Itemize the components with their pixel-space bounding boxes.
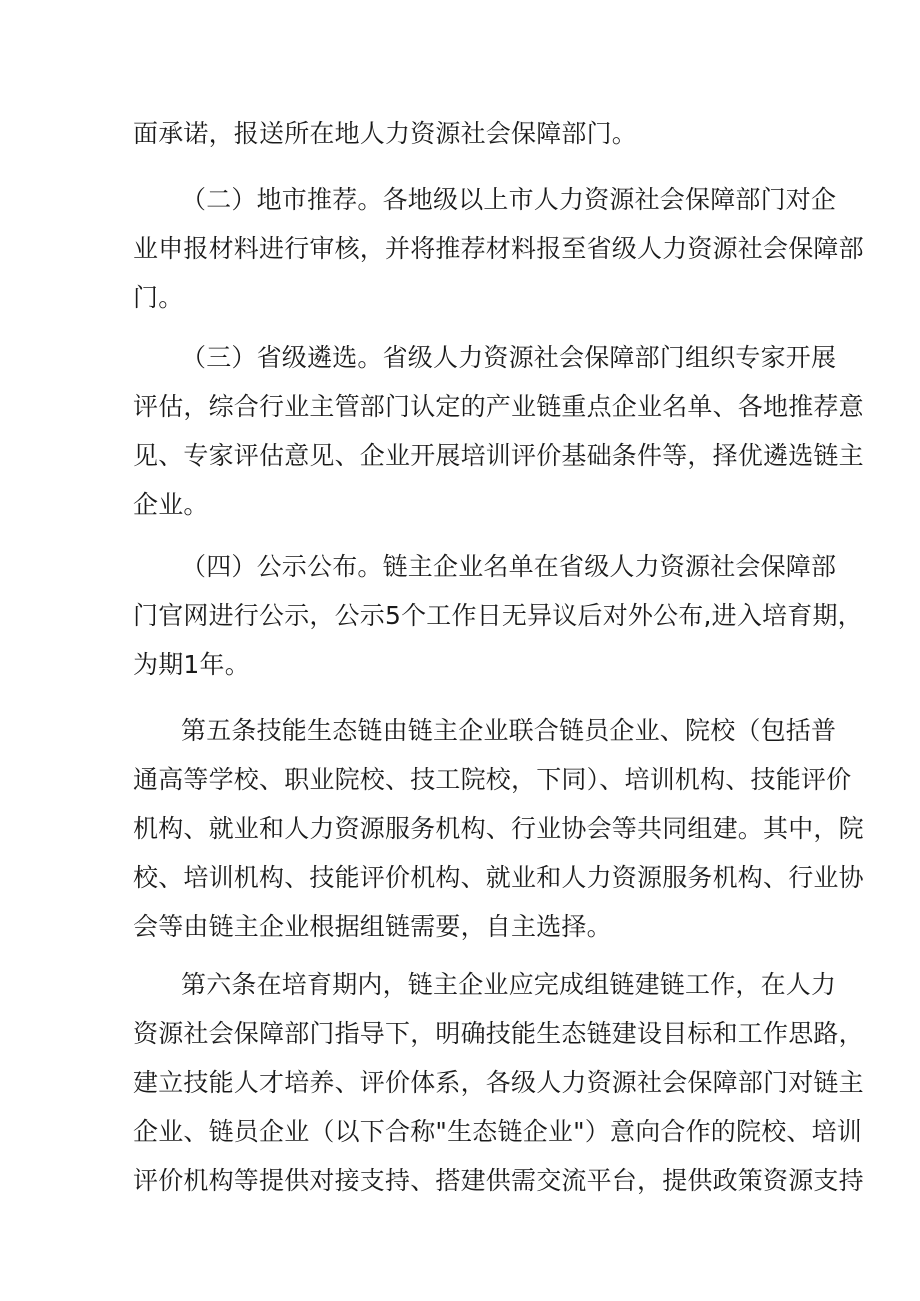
text-line: 为期1年。: [133, 650, 250, 679]
text-line: 企业。: [133, 490, 209, 519]
text-line: （四）公示公布。链主企业名单在省级人力资源社会保障部: [181, 552, 837, 581]
text-line: 第六条在培育期内，链主企业应完成组链建链工作，在人力: [181, 970, 837, 999]
text-line: （三）省级遴选。省级人力资源社会保障部门组织专家开展: [181, 343, 837, 372]
text-line: 企业、链员企业（以下合称"生态链企业"）意向合作的院校、培训: [133, 1117, 863, 1146]
text-line: 评估，综合行业主管部门认定的产业链重点企业名单、各地推荐意: [133, 392, 864, 421]
text-line: 通高等学校、职业院校、技工院校，下同）、培训机构、技能评价: [133, 765, 852, 794]
text-line: 资源社会保障部门指导下，明确技能生态链建设目标和工作思路，: [133, 1019, 864, 1048]
text-line: 面承诺，报送所在地人力资源社会保障部门。: [133, 119, 638, 148]
text-line: 机构、就业和人力资源服务机构、行业协会等共同组建。其中，院: [133, 814, 864, 843]
text-line: 校、培训机构、技能评价机构、就业和人力资源服务机构、行业协: [133, 863, 864, 892]
text-line: 业申报材料进行审核，并将推荐材料报至省级人力资源社会保障部: [133, 234, 864, 263]
text-line: 建立技能人才培养、评价体系，各级人力资源社会保障部门对链主: [133, 1068, 864, 1097]
text-line: 会等由链主企业根据组链需要，自主选择。: [133, 912, 612, 941]
text-line: 门。: [133, 283, 184, 312]
text-line: 门官网进行公示，公示5个工作日无异议后对外公布,进入培育期，: [133, 601, 863, 630]
text-line: 评价机构等提供对接支持、搭建供需交流平台，提供政策资源支持: [133, 1166, 864, 1195]
text-line: 见、专家评估意见、企业开展培训评价基础条件等，择优遴选链主: [133, 441, 864, 470]
text-line: 第五条技能生态链由链主企业联合链员企业、院校（包括普: [181, 716, 837, 745]
text-line: （二）地市推荐。各地级以上市人力资源社会保障部门对企: [181, 185, 837, 214]
